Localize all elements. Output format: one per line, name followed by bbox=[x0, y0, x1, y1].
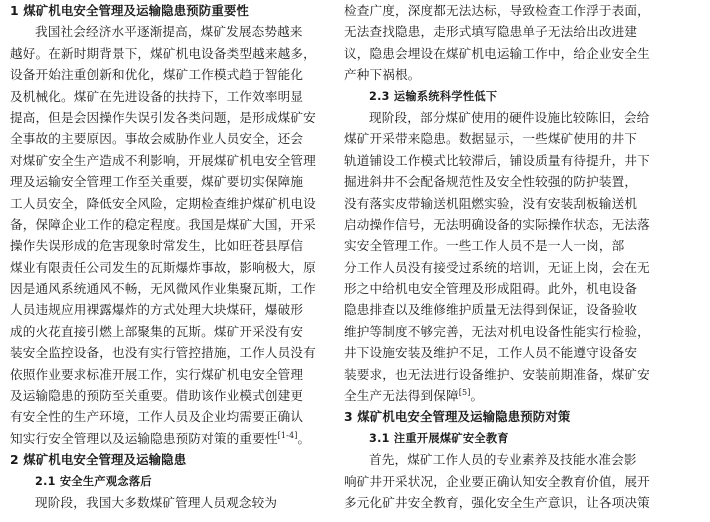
paragraph-line bbox=[344, 235, 704, 256]
line-text: 有安全性的生产环境，工作人员及企业均需要正确认 bbox=[10, 409, 304, 425]
line-text: 没有落实皮带输送机阻燃实验，没有安装刮板输送机 bbox=[344, 195, 638, 211]
section-heading bbox=[10, 449, 340, 470]
line-text: 产种下祸根。 bbox=[344, 67, 421, 83]
paragraph-line bbox=[344, 321, 704, 342]
line-text: 2.1 安全生产观念落后 bbox=[35, 474, 152, 488]
line-text: 越好。在新时期背景下，煤矿机电设备类型越来越多， bbox=[10, 45, 316, 61]
paragraph-line bbox=[10, 428, 340, 449]
line-text: 设备开始注重创新和优化，煤矿工作模式趋于智能化 bbox=[10, 67, 304, 83]
paragraph-line bbox=[10, 193, 340, 214]
paragraph-line bbox=[10, 43, 340, 64]
left-column bbox=[10, 0, 340, 513]
paragraph-line bbox=[344, 64, 704, 85]
line-text: 操作失误形成的危害现象时常发生，比如旺苍县厚信 bbox=[10, 238, 304, 254]
paragraph-line bbox=[10, 278, 340, 299]
paragraph-line bbox=[10, 342, 340, 363]
line-tail: 。 bbox=[470, 388, 484, 404]
line-text: 多元化矿井安全教育，强化安全生产意识，让各项决策 bbox=[344, 494, 650, 510]
line-text: 对煤矿安全生产造成不利影响，开展煤矿机电安全管理 bbox=[10, 152, 316, 168]
line-text: 无法查找隐患，走形式填写隐患单子无法给出改进建 bbox=[344, 24, 638, 40]
line-text: 首先，煤矿工作人员的专业素养及技能水准会影 bbox=[369, 452, 637, 468]
paragraph-line bbox=[344, 278, 704, 299]
line-text: 人员违规应用裸露爆炸的方式处理大块煤矸，爆破形 bbox=[10, 302, 304, 318]
line-text: 备，保障企业工作的稳定程度。我国是煤矿大国，开采 bbox=[10, 216, 316, 232]
line-text: 井下设施安装及维护不足，工作人员不能遵守设备安 bbox=[344, 345, 638, 361]
line-text: 现阶段，我国大多数煤矿管理人员观念较为 bbox=[35, 494, 278, 510]
line-text: 提高，但是会因操作失误引发各类问题，是形成煤矿安 bbox=[10, 109, 316, 125]
line-text: 维护等制度不够完善，无法对机电设备性能实行检验， bbox=[344, 323, 650, 339]
line-text: 成的火花直接引燃上部聚集的瓦斯。煤矿开采没有安 bbox=[10, 323, 304, 339]
paragraph-line bbox=[344, 364, 704, 385]
right-column bbox=[344, 0, 704, 513]
paragraph-line bbox=[344, 193, 704, 214]
paragraph-line bbox=[10, 128, 340, 149]
line-text: 全事故的主要原因。事故会威胁作业人员安全，还会 bbox=[10, 131, 304, 147]
paragraph-line bbox=[344, 449, 704, 470]
line-text: 形之中给机电安全管理及形成阻碍。此外，机电设备 bbox=[344, 281, 638, 297]
paragraph-line bbox=[10, 86, 340, 107]
line-text: 理及运输安全管理工作至关重要，煤矿要切实保障施 bbox=[10, 174, 304, 190]
line-text: 全生产无法得到保障 bbox=[344, 388, 459, 404]
paragraph-line bbox=[10, 171, 340, 192]
paragraph-line bbox=[10, 107, 340, 128]
line-text: 我国社会经济水平逐渐提高，煤矿发展态势越来 bbox=[35, 24, 303, 40]
line-text: 及机械化。煤矿在先进设备的扶持下，工作效率明显 bbox=[10, 88, 304, 104]
section-heading bbox=[10, 0, 340, 21]
paragraph-line bbox=[344, 150, 704, 171]
paragraph-line bbox=[344, 385, 704, 406]
subsection-heading bbox=[10, 471, 340, 492]
paragraph-line bbox=[344, 171, 704, 192]
paragraph-line bbox=[10, 321, 340, 342]
line-text: 3 煤矿机电安全管理及运输隐患预防对策 bbox=[344, 409, 571, 425]
line-text: 2 煤矿机电安全管理及运输隐患 bbox=[10, 452, 187, 468]
paragraph-line bbox=[344, 107, 704, 128]
line-text: 检查广度，深度都无法达标，导致检查工作浮于表面， bbox=[344, 3, 650, 18]
paragraph-line bbox=[10, 64, 340, 85]
citation-marker: [5] bbox=[458, 387, 471, 397]
line-text: 现阶段，部分煤矿使用的硬件设施比较陈旧，会给 bbox=[369, 109, 650, 125]
line-text: 响矿井开采状况，企业要正确认知安全教育价值，展开 bbox=[344, 473, 650, 489]
line-text: 装安全监控设备，也没有实行管控措施，工作人员没有 bbox=[10, 345, 316, 361]
paragraph-line bbox=[10, 235, 340, 256]
paragraph-line bbox=[344, 471, 704, 492]
subsection-heading bbox=[344, 428, 704, 449]
line-text: 隐患排查以及维修维护质量无法得到保证，设备验收 bbox=[344, 302, 638, 318]
line-text: 启动操作信号，无法明确设备的实际操作状态，无法落 bbox=[344, 216, 650, 232]
paragraph-line bbox=[344, 21, 704, 42]
paragraph-line bbox=[10, 21, 340, 42]
paragraph-line bbox=[344, 214, 704, 235]
line-text: 工人员安全，降低安全风险，定期检查维护煤矿机电设 bbox=[10, 195, 316, 211]
paragraph-line bbox=[10, 257, 340, 278]
paragraph-line bbox=[344, 492, 704, 513]
line-text: 装要求，也无法进行设备维护、安装前期准备，煤矿安 bbox=[344, 366, 650, 382]
citation-marker: [1-4] bbox=[277, 430, 298, 440]
line-text: 依照作业要求标准开展工作，实行煤矿机电安全管理 bbox=[10, 366, 304, 382]
line-text: 煤业有限责任公司发生的瓦斯爆炸事故，影响极大，原 bbox=[10, 259, 316, 275]
paragraph-line bbox=[10, 364, 340, 385]
line-text: 3.1 注重开展煤矿安全教育 bbox=[369, 431, 509, 445]
paragraph-line bbox=[344, 299, 704, 320]
paragraph-line bbox=[10, 385, 340, 406]
paragraph-line bbox=[344, 257, 704, 278]
paragraph-line bbox=[344, 43, 704, 64]
paragraph-line bbox=[344, 0, 704, 21]
paragraph-line bbox=[344, 342, 704, 363]
paragraph-line bbox=[10, 214, 340, 235]
line-text: 2.3 运输系统科学性低下 bbox=[369, 89, 498, 103]
section-heading bbox=[344, 406, 704, 427]
line-text: 及运输隐患的预防至关重要。借助该作业模式创建更 bbox=[10, 388, 304, 404]
line-text: 1 煤矿机电安全管理及运输隐患预防重要性 bbox=[10, 3, 249, 18]
line-text: 分工作人员没有接受过系统的培训，无证上岗，会在无 bbox=[344, 259, 650, 275]
paragraph-line bbox=[10, 150, 340, 171]
line-text: 掘进斜井不会配备规范性及安全性较强的防护装置， bbox=[344, 174, 638, 190]
line-text: 轨道铺设工作模式比较滞后，铺设质量有待提升，井下 bbox=[344, 152, 650, 168]
paragraph-line bbox=[10, 406, 340, 427]
line-text: 议，隐患会埋设在煤矿机电运输工作中，给企业安全生 bbox=[344, 45, 650, 61]
line-text: 煤矿开采带来隐患。数据显示，一些煤矿使用的井下 bbox=[344, 131, 638, 147]
paragraph-line bbox=[10, 299, 340, 320]
line-text: 知实行安全管理以及运输隐患预防对策的重要性 bbox=[10, 430, 278, 446]
line-tail: 。 bbox=[297, 430, 311, 446]
line-text: 实安全管理工作。一些工作人员不是一人一岗，部 bbox=[344, 238, 625, 254]
subsection-heading bbox=[344, 86, 704, 107]
line-text: 因是通风系统通风不畅，无风微风作业集聚瓦斯，工作 bbox=[10, 281, 316, 297]
paragraph-line bbox=[344, 128, 704, 149]
paragraph-line bbox=[10, 492, 340, 513]
